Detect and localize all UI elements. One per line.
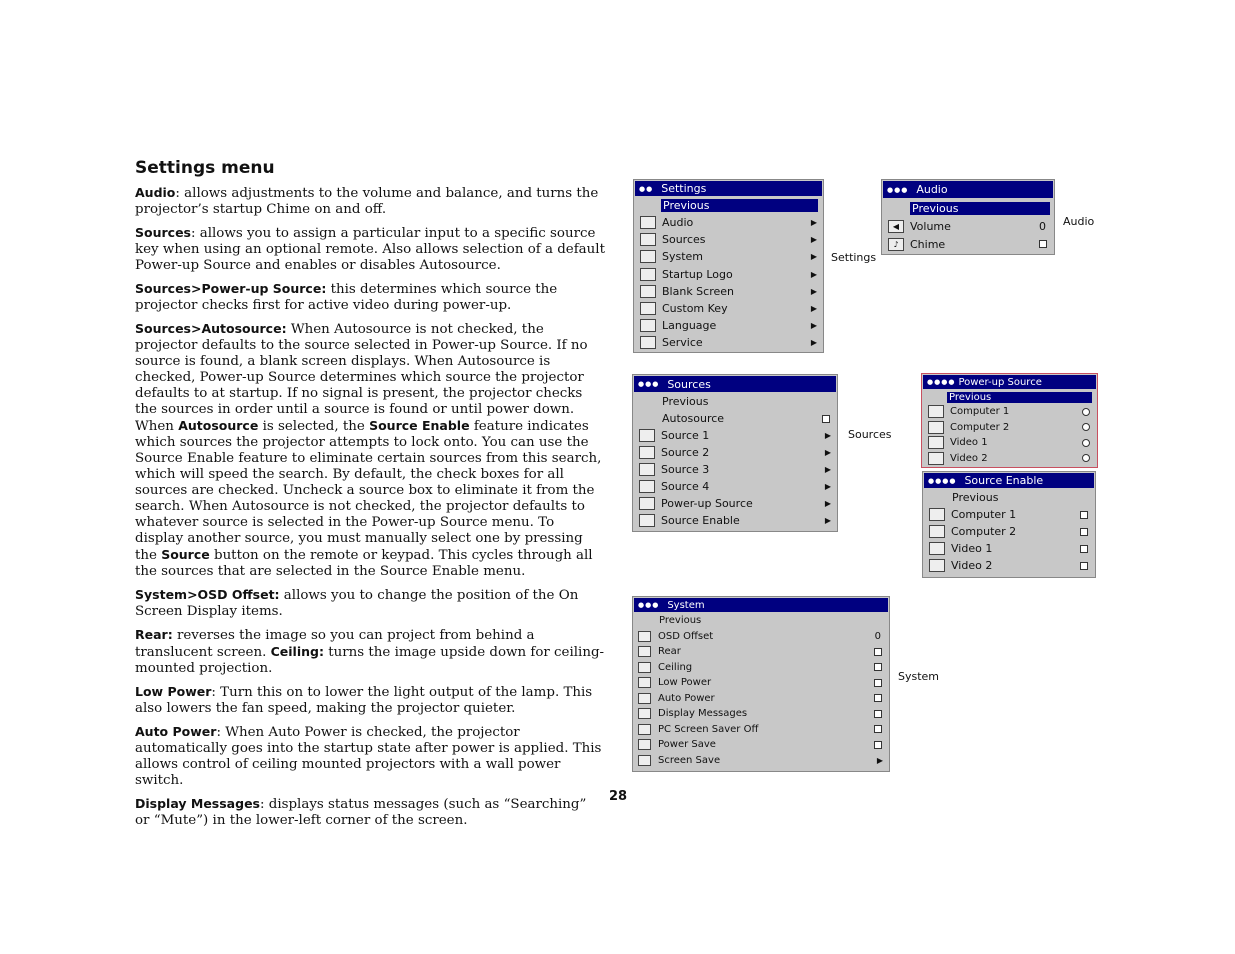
menu-item-source-3[interactable] [633, 461, 837, 478]
menu-item-audio[interactable] [634, 214, 823, 231]
page-number: 28 [608, 789, 628, 804]
blank-screen-icon [640, 285, 656, 298]
menu-item-label: Service [662, 336, 703, 350]
submenu-arrow-icon: ▶ [824, 499, 831, 508]
menu-item-power-save[interactable] [633, 737, 889, 753]
submenu-arrow-icon: ▶ [876, 755, 883, 765]
menu-item-label: Chime [910, 237, 946, 251]
menu-item-source-enable[interactable] [633, 512, 837, 529]
menu-item-service[interactable] [634, 334, 823, 351]
menu-item-label: Computer 2 [951, 525, 1017, 538]
checkbox[interactable] [874, 679, 882, 687]
system-menu [632, 596, 890, 772]
menu-item-label: Video 1 [951, 542, 993, 555]
submenu-arrow-icon: ▶ [824, 431, 831, 440]
submenu-arrow-icon: ▶ [810, 321, 817, 331]
menu-item-pc-screen-saver-off[interactable] [633, 722, 889, 738]
low-power-icon [638, 677, 651, 688]
menu-level-dots: ●●●● [928, 476, 957, 485]
menu-item-previous[interactable] [922, 390, 1097, 404]
screen-save-icon [638, 755, 651, 766]
checkbox[interactable] [874, 710, 882, 718]
menu-item-label: PC Screen Saver Off [658, 723, 759, 735]
menu-item-label: Source 1 [661, 429, 710, 442]
menu-item-label: Computer 1 [951, 508, 1017, 521]
caption-system: System [898, 670, 940, 683]
menu-title-bar [923, 375, 1096, 389]
chime-checkbox[interactable] [1039, 240, 1047, 248]
menu-item-label: Video 2 [950, 452, 988, 464]
system-icon [640, 250, 656, 263]
menu-item-label: Screen Save [658, 754, 721, 766]
svideo-icon [928, 452, 944, 465]
checkbox[interactable] [1080, 545, 1088, 553]
menu-item-label: Rear [658, 646, 681, 658]
computer-icon [929, 508, 945, 521]
submenu-arrow-icon: ▶ [824, 516, 831, 525]
menu-item-previous[interactable] [634, 197, 823, 214]
menu-item-video-1[interactable] [923, 540, 1095, 557]
power-save-icon [638, 739, 651, 750]
menu-item-startup-logo[interactable] [634, 266, 823, 283]
menu-item-label: Source 4 [661, 480, 710, 493]
source-icon [639, 446, 655, 459]
menu-item-label: Low Power [658, 677, 712, 689]
chime-icon: ♪ [888, 238, 904, 251]
paragraph-auto-power: Auto Power: When Auto Power is checked, the projector automatically goes into the startup state after power is applied. This allows control of ceiling mounted projectors with a wall power switch. [135, 724, 602, 788]
video-icon [929, 542, 945, 555]
paragraph-display-messages: Display Messages: displays status messages (such as “Searching” or “Mute”) in the lower-left corner of the screen. [135, 796, 587, 828]
checkbox[interactable] [1080, 511, 1088, 519]
paragraph-powerup: Sources>Power-up Source: this determines which source the projector checks first for active video during power-up. [135, 281, 558, 313]
speaker-icon: ◀ [888, 220, 904, 233]
menu-item-previous[interactable] [882, 199, 1054, 217]
menu-item-low-power[interactable] [633, 675, 889, 691]
menu-title: Audio [916, 183, 948, 196]
source-enable-menu [922, 471, 1096, 578]
menu-item-label: System [662, 250, 704, 264]
submenu-arrow-icon: ▶ [810, 218, 817, 228]
menu-item-label: Source 2 [661, 446, 710, 459]
menu-title-bar [883, 181, 1053, 198]
menu-title: Power-up Source [958, 376, 1042, 388]
osd-offset-value: 0 [874, 630, 881, 642]
menu-item-label: Video 2 [951, 559, 993, 572]
menu-item-source-4[interactable] [633, 478, 837, 495]
menu-item-power-up-source[interactable] [633, 495, 837, 512]
paragraph-autosource: Sources>Autosource: When Autosource is not checked, the projector defaults to the source selected in Power-up Source. If no source is found, a blank screen displays. When Autosource is checked, Power-up Source determines which source the projector defaults to at startup. If no signal is present, the projector checks the sources in order until a source is found or until power down. When Autosource is selected, the Source Enable feature indicates which sources the projector attempts to lock onto. You can use the Source Enable feature to eliminate certain sources from this search, which will speed the search. By default, the check boxes for all sources are checked. Uncheck a source box to eliminate it from the search. When Autosource is not checked, the projector defaults to whatever source is selected in the Power-up Source menu. To display another source, you must manually select one by pressing the Source button on the remote or keypad. This cycles through all the sources that are selected in the Source Enable menu. [135, 321, 602, 579]
menu-item-label: Display Messages [658, 708, 748, 720]
menu-item-label: Previous [661, 199, 818, 212]
menu-item-label: Blank Screen [662, 284, 734, 298]
checkbox[interactable] [1080, 528, 1088, 536]
menu-item-video-1[interactable] [922, 435, 1097, 451]
radio-button[interactable] [1082, 439, 1090, 447]
computer-icon [929, 525, 945, 538]
page-title: Settings menu [135, 158, 275, 178]
menu-item-label: Computer 2 [950, 421, 1010, 433]
menu-item-label: Audio [662, 216, 694, 230]
menu-item-sources[interactable] [634, 231, 823, 248]
menu-item-screen-save[interactable] [633, 753, 889, 769]
caption-settings: Settings [831, 251, 877, 264]
menu-item-label: Previous [659, 615, 702, 627]
menu-title-bar [634, 376, 836, 392]
checkbox[interactable] [1080, 562, 1088, 570]
menu-level-dots: ●●● [638, 601, 660, 609]
menu-item-label: Previous [952, 491, 999, 504]
checkbox[interactable] [874, 725, 882, 733]
computer-icon [928, 421, 944, 434]
menu-title-bar [635, 181, 822, 196]
body-text [135, 185, 605, 836]
menu-item-label: Custom Key [662, 302, 728, 316]
radio-button[interactable] [1082, 454, 1090, 462]
submenu-arrow-icon: ▶ [810, 286, 817, 296]
menu-item-computer-2[interactable] [923, 523, 1095, 540]
menu-item-chime[interactable] [882, 235, 1054, 253]
power-up-icon [639, 497, 655, 510]
paragraph-audio: Audio: allows adjustments to the volume and balance, and turns the projector’s startup Chime on and off. [135, 185, 599, 217]
caption-sources: Sources [848, 428, 892, 441]
menu-item-label: Autosource [662, 412, 725, 425]
paragraph-low-power: Low Power: Turn this on to lower the light output of the lamp. This also lowers the fan speed, making the projector quieter. [135, 684, 593, 716]
paragraph-rear: Rear: reverses the image so you can project from behind a translucent screen. Ceiling: turns the image upside down for ceiling-mounted projection. [135, 627, 605, 676]
menu-item-label: Auto Power [658, 692, 715, 704]
menu-item-source-2[interactable] [633, 444, 837, 461]
menu-item-video-2[interactable] [923, 557, 1095, 574]
wrench-icon [640, 336, 656, 349]
star-icon [640, 302, 656, 315]
menu-item-computer-2[interactable] [922, 420, 1097, 436]
menu-title: System [667, 599, 705, 611]
menu-level-dots: ●● [639, 184, 654, 193]
menu-item-label: OSD Offset [658, 630, 714, 642]
source-icon [639, 429, 655, 442]
radio-button[interactable] [1082, 423, 1090, 431]
video-icon [928, 436, 944, 449]
menu-item-previous[interactable] [633, 613, 889, 629]
menu-item-language[interactable] [634, 317, 823, 334]
checkbox[interactable] [874, 648, 882, 656]
menu-level-dots: ●●● [638, 380, 660, 388]
sources-menu [632, 374, 838, 532]
menu-item-label: Volume [910, 219, 951, 233]
submenu-arrow-icon: ▶ [810, 252, 817, 262]
volume-value: 0 [1039, 219, 1046, 233]
submenu-arrow-icon: ▶ [824, 448, 831, 457]
menu-item-label: Language [662, 319, 717, 333]
powerup-source-menu [921, 373, 1098, 468]
caption-audio: Audio [1063, 215, 1095, 228]
menu-item-custom-key[interactable] [634, 300, 823, 317]
menu-item-ceiling[interactable] [633, 660, 889, 676]
radio-button[interactable] [1082, 408, 1090, 416]
submenu-arrow-icon: ▶ [824, 465, 831, 474]
menu-item-label: Source Enable [661, 514, 740, 527]
menu-item-label: Source 3 [661, 463, 710, 476]
menu-item-label: Previous [947, 392, 1092, 403]
submenu-arrow-icon: ▶ [810, 304, 817, 314]
menu-level-dots: ●●●● [927, 378, 956, 386]
menu-item-label: Startup Logo [662, 267, 733, 281]
globe-icon [640, 319, 656, 332]
submenu-arrow-icon: ▶ [810, 269, 817, 279]
menu-item-video-2[interactable] [922, 451, 1097, 467]
menu-item-label: Previous [910, 202, 1050, 215]
checkbox[interactable] [874, 663, 882, 671]
checkbox[interactable] [874, 694, 882, 702]
submenu-arrow-icon: ▶ [810, 235, 817, 245]
menu-item-label: Ceiling [658, 661, 693, 673]
menu-item-auto-power[interactable] [633, 691, 889, 707]
menu-item-source-1[interactable] [633, 427, 837, 444]
ceiling-icon [638, 662, 651, 673]
menu-item-display-messages[interactable] [633, 706, 889, 722]
screensaver-off-icon [638, 724, 651, 735]
osd-offset-icon [638, 631, 651, 642]
menu-item-label: Sources [662, 233, 706, 247]
menu-title: Source Enable [964, 474, 1044, 487]
menu-item-blank-screen[interactable] [634, 283, 823, 300]
menu-item-label: Video 1 [950, 437, 988, 449]
speaker-icon [640, 216, 656, 229]
menu-item-osd-offset[interactable] [633, 629, 889, 645]
source-icon [640, 233, 656, 246]
menu-item-computer-1[interactable] [922, 404, 1097, 420]
menu-item-autosource[interactable] [633, 410, 837, 427]
menu-title: Settings [661, 182, 707, 195]
menu-level-dots: ●●● [887, 185, 909, 194]
paragraph-osd: System>OSD Offset: allows you to change the position of the On Screen Display items. [135, 587, 579, 619]
menu-item-label: Power Save [658, 739, 716, 751]
menu-item-previous[interactable] [923, 489, 1095, 506]
checkbox[interactable] [874, 741, 882, 749]
paragraph-sources: Sources: allows you to assign a particular input to a specific source key when using an optional remote. Also allows selection of a default Power-up Source and enables or disables Autosource. [135, 225, 605, 273]
menu-item-label: Computer 1 [950, 406, 1010, 418]
message-icon [638, 708, 651, 719]
rear-icon [638, 646, 651, 657]
menu-title: Sources [667, 377, 711, 391]
source-enable-icon [639, 514, 655, 527]
audio-menu [881, 179, 1055, 255]
menu-item-volume[interactable] [882, 217, 1054, 235]
source-icon [639, 463, 655, 476]
menu-item-label: Previous [662, 395, 709, 408]
svideo-icon [929, 559, 945, 572]
menu-title-bar [924, 473, 1094, 488]
menu-item-system[interactable] [634, 248, 823, 265]
autosource-checkbox[interactable] [822, 415, 830, 423]
submenu-arrow-icon: ▶ [824, 482, 831, 491]
menu-title-bar [634, 598, 888, 612]
computer-icon [928, 405, 944, 418]
settings-menu [633, 179, 824, 353]
submenu-arrow-icon: ▶ [810, 338, 817, 348]
logo-icon [640, 268, 656, 281]
menu-item-label: Power-up Source [661, 497, 753, 510]
menu-item-computer-1[interactable] [923, 506, 1095, 523]
source-icon [639, 480, 655, 493]
menu-item-rear[interactable] [633, 644, 889, 660]
menu-item-previous[interactable] [633, 393, 837, 410]
auto-power-icon [638, 693, 651, 704]
